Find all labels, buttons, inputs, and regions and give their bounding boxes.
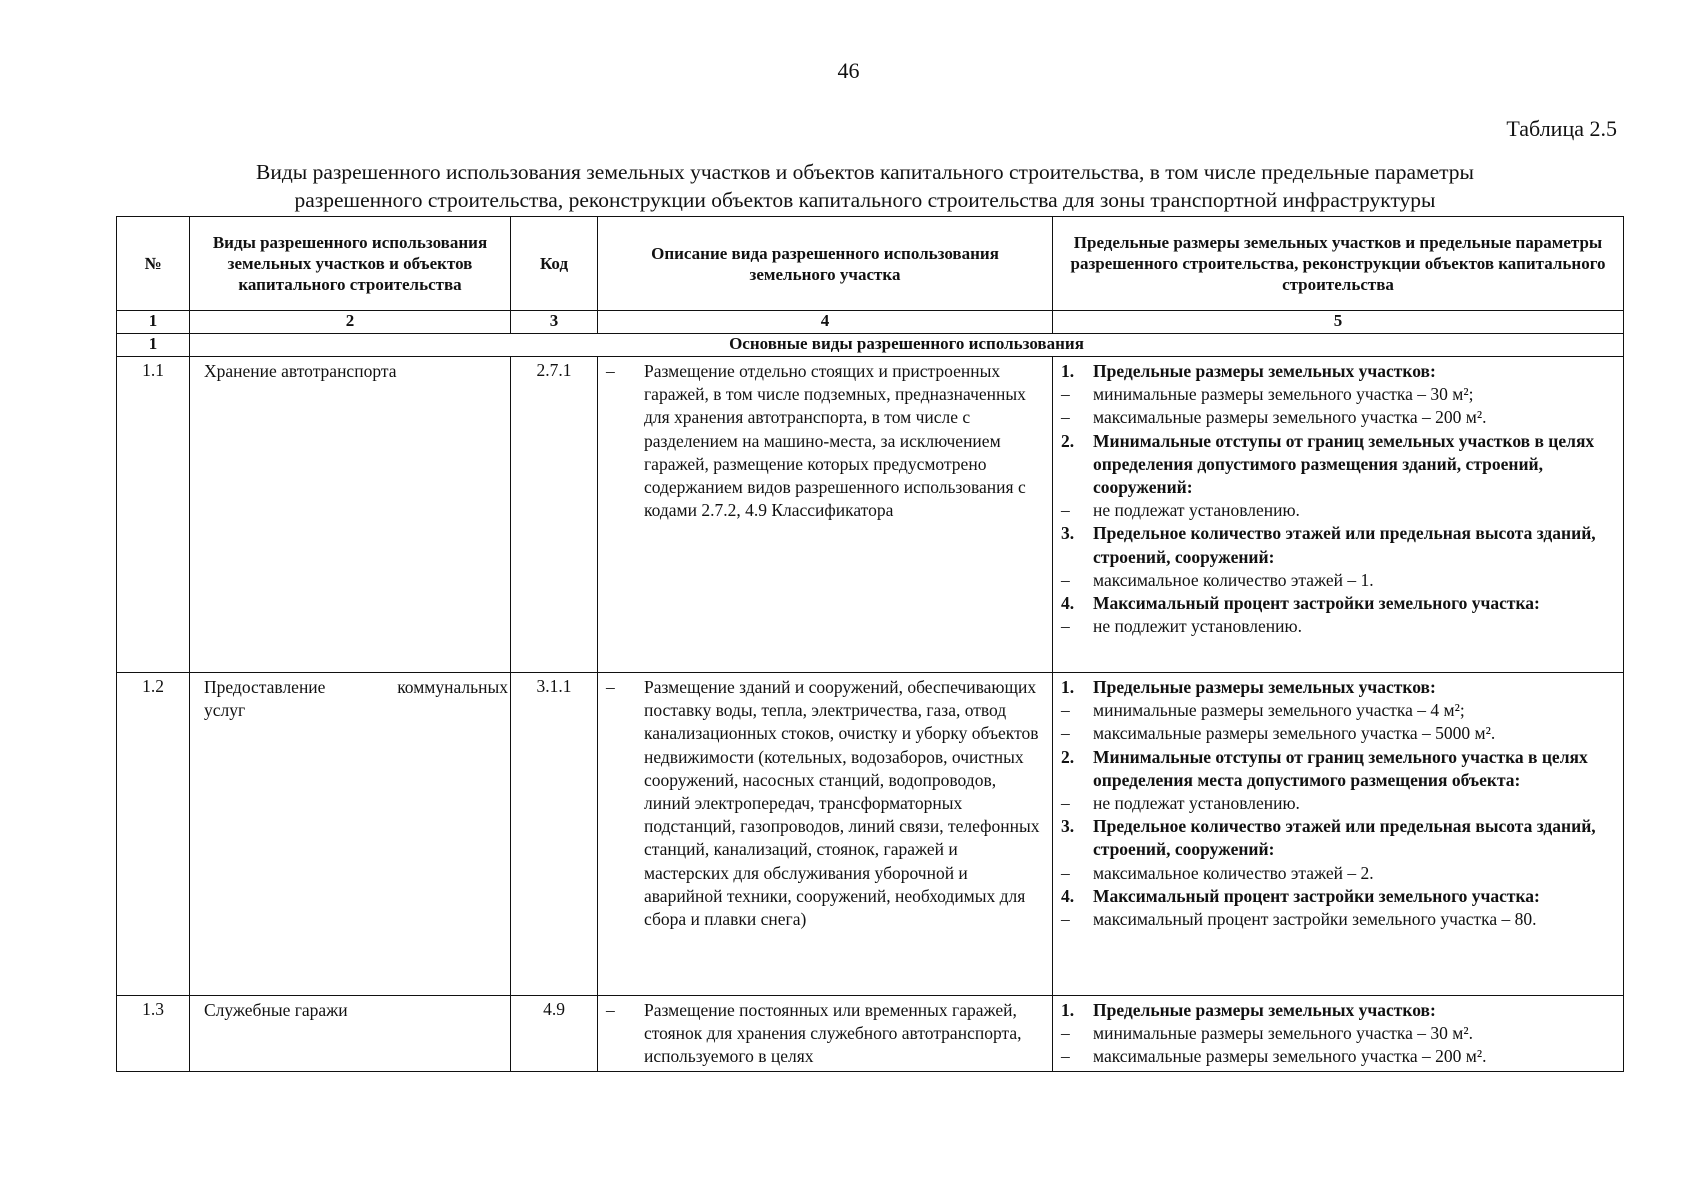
header-parameters: Предельные размеры земельных участков и предельные параметры разрешенного строительства, реконструкции объектов капитального строительства — [1053, 217, 1624, 311]
header-row — [117, 217, 1624, 311]
param-item: 1. Предельные размеры земельных участков: — [1061, 677, 1436, 697]
use-code: 3.1.1 — [511, 673, 598, 996]
table-title-line2: разрешенного строительства, реконструкции объектов капитального строительства для зоны транспортной инфраструктуры — [294, 188, 1436, 212]
section-number: 1 — [117, 334, 190, 357]
param-item: – минимальные размеры земельного участка – 30 м². — [1061, 1023, 1473, 1044]
param-item: 1. Предельные размеры земельных участков: — [1061, 361, 1436, 381]
use-code: 2.7.1 — [511, 357, 598, 673]
table-row — [117, 673, 1624, 996]
row-number: 1.2 — [117, 673, 190, 996]
dash-marker: – — [606, 361, 615, 381]
use-description — [598, 357, 1053, 673]
param-item: 4. Максимальный процент застройки земельного участка: — [1061, 593, 1540, 614]
header-use-type: Виды разрешенного использования земельных участков и объектов капитального строительства — [190, 217, 511, 311]
param-item: 2. Минимальные отступы от границ земельных участков в целях определения допустимого размещения зданий, строений, сооружений: — [1061, 430, 1595, 498]
table-row — [117, 357, 1624, 673]
dash-marker: – — [606, 677, 615, 697]
section-title: Основные виды разрешенного использования — [190, 334, 1624, 357]
param-item: – минимальные размеры земельного участка – 30 м²; — [1061, 384, 1474, 405]
column-number-3: 3 — [511, 311, 598, 334]
column-number-5: 5 — [1053, 311, 1624, 334]
column-number-1: 1 — [117, 311, 190, 334]
land-use-table — [116, 216, 1624, 1072]
use-description — [598, 996, 1053, 1072]
page-number: 46 — [837, 58, 860, 83]
param-item: – максимальные размеры земельного участка – 200 м². — [1061, 1046, 1487, 1067]
param-item: – максимальный процент застройки земельного участка – 80. — [1061, 909, 1537, 930]
use-code: 4.9 — [511, 996, 598, 1072]
dash-marker: – — [606, 1000, 615, 1020]
header-number: № — [117, 217, 190, 311]
param-item: – максимальные размеры земельного участка – 5000 м². — [1061, 723, 1496, 744]
use-type-name: Хранение автотранспорта — [190, 357, 511, 673]
param-item: – максимальное количество этажей – 2. — [1061, 862, 1374, 883]
description-text: Размещение постоянных или временных гаражей, стоянок для хранения служебного автотранспорта, используемого в целях — [644, 1000, 1022, 1067]
table-title — [115, 158, 1615, 214]
param-item: 3. Предельное количество этажей или предельная высота зданий, строений, сооружений: — [1061, 523, 1596, 567]
param-item: 3. Предельное количество этажей или предельная высота зданий, строений, сооружений: — [1061, 816, 1596, 860]
use-description — [598, 673, 1053, 996]
row-number: 1.1 — [117, 357, 190, 673]
column-number-4: 4 — [598, 311, 1053, 334]
param-item: – не подлежат установлению. — [1061, 793, 1300, 814]
use-type-name: Предоставление коммунальных услуг — [190, 673, 511, 996]
table-title-line1: Виды разрешенного использования земельных участков и объектов капитального строительства, в том числе предельные параметры — [256, 160, 1474, 184]
parameters — [1053, 996, 1624, 1072]
param-item: 2. Минимальные отступы от границ земельного участка в целях определения места допустимого размещения объекта: — [1061, 746, 1588, 790]
row-number: 1.3 — [117, 996, 190, 1072]
param-item: – максимальные размеры земельного участка – 200 м². — [1061, 407, 1487, 428]
param-item: – минимальные размеры земельного участка – 4 м²; — [1061, 700, 1465, 721]
param-item: – не подлежит установлению. — [1061, 616, 1302, 637]
column-number-2: 2 — [190, 311, 511, 334]
parameters — [1053, 357, 1624, 673]
table-row — [117, 996, 1624, 1072]
description-text: Размещение зданий и сооружений, обеспечивающих поставку воды, тепла, электричества, газа, отвод канализационных стоков, очистку и уборку объектов недвижимости (котельных, водозаборов, очистных сооружений, насосных станций, водопроводов, линий электропередач, трансформаторных подстанций, газопроводов, линий связи, телефонных станций, канализаций, стоянок, гаражей и мастерских для обслуживания уборочной и аварийной техники, сооружений, необходимых для сбора и плавки снега) — [644, 677, 1040, 930]
param-item: – максимальное количество этажей – 1. — [1061, 569, 1374, 590]
section-row — [117, 334, 1624, 357]
param-item: – не подлежат установлению. — [1061, 500, 1300, 521]
param-item: 1. Предельные размеры земельных участков: — [1061, 1000, 1436, 1020]
column-numbers-row — [117, 311, 1624, 334]
table-label: Таблица 2.5 — [1506, 116, 1617, 141]
header-description: Описание вида разрешенного использования земельного участка — [598, 217, 1053, 311]
header-code: Код — [511, 217, 598, 311]
use-type-name: Служебные гаражи — [190, 996, 511, 1072]
parameters — [1053, 673, 1624, 996]
description-text: Размещение отдельно стоящих и пристроенных гаражей, в том числе подземных, предназначенных для хранения автотранспорта, в том числе с разделением на машино-места, за исключением гаражей, размещение которых предусмотрено содержанием видов разрешенного использования с кодами 2.7.2, 4.9 Классификатора — [644, 361, 1026, 521]
param-item: 4. Максимальный процент застройки земельного участка: — [1061, 885, 1540, 906]
